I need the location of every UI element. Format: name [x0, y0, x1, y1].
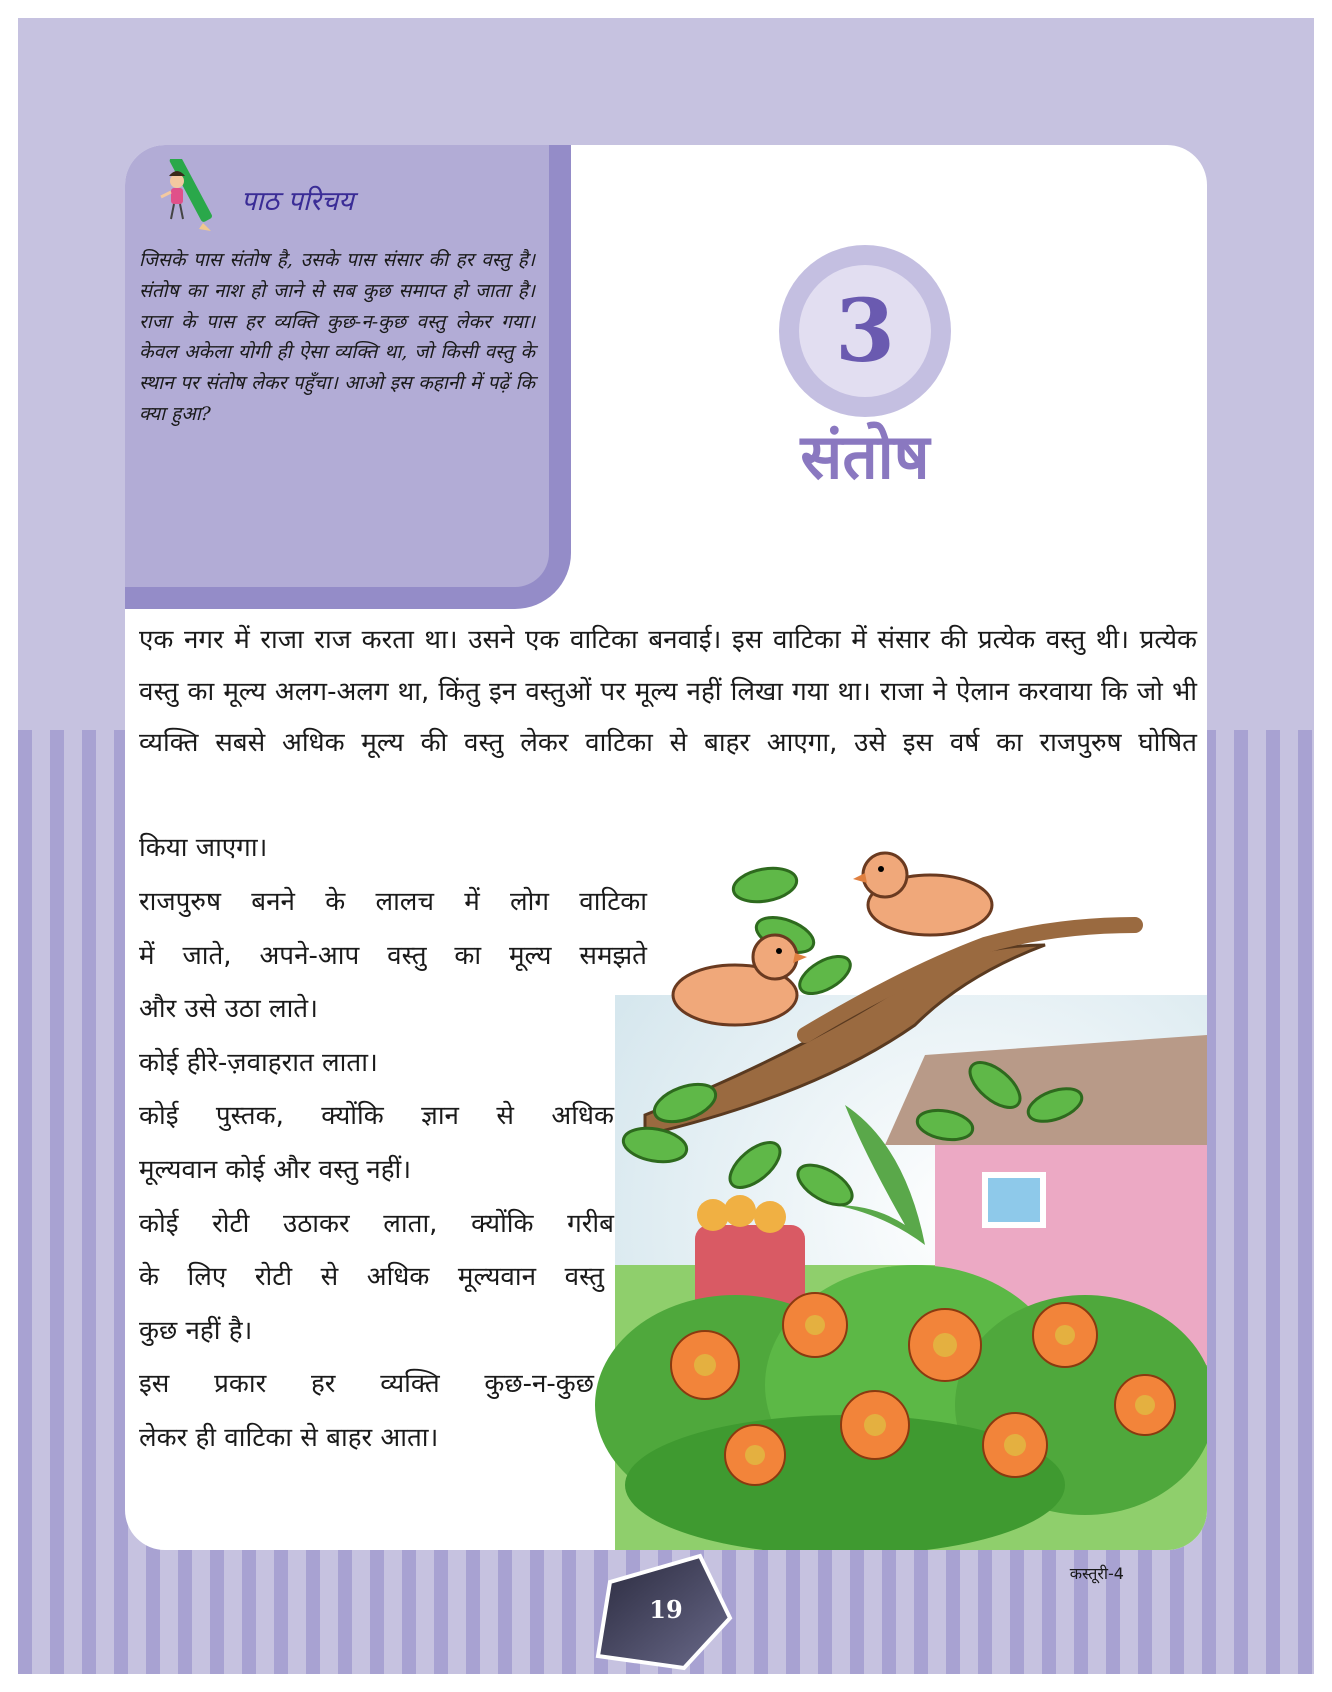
lesson-intro-box — [125, 145, 571, 609]
story-line: इस प्रकार हर व्यक्ति कुछ-न-कुछ — [139, 1369, 594, 1400]
bird-bottom — [673, 935, 807, 1025]
garden-birds-illustration — [585, 845, 1207, 1550]
intro-text: जिसके पास संतोष है, उसके पास संसार की हर वस्तु है। संतोष का नाश हो जाने से सब कुछ समाप्त हो जाता है। राजा के पास हर व्यक्ति कुछ-न-कुछ वस्तु लेकर गया। केवल अकेला योगी ही ऐसा व्यक्ति था, जो किसी वस्तु के स्थान पर संतोष लेकर पहुँचा। आओ इस कहानी में पढ़ें कि क्या हुआ? — [139, 249, 535, 425]
story-line: कोई हीरे-ज़वाहरात लाता। — [139, 1047, 378, 1078]
story-line: राजपुरुष बनने के लालच में लोग वाटिका — [139, 887, 647, 917]
story-line: लेकर ही वाटिका से बाहर आता। — [139, 1422, 439, 1453]
page-number-badge — [590, 1552, 736, 1672]
story-line: कुछ नहीं है। — [139, 1315, 253, 1346]
page-number: 19 — [649, 1595, 683, 1624]
girl-with-pencil-icon — [155, 159, 219, 233]
story-line: कोई पुस्तक, क्योंकि ज्ञान से अधिक — [139, 1101, 614, 1132]
intro-title: पाठ परिचय — [241, 185, 354, 217]
flower-bush — [595, 1265, 1207, 1550]
bird-top — [853, 853, 992, 935]
story-line: कोई रोटी उठाकर लाता, क्योंकि गरीब — [139, 1208, 614, 1239]
story-line: में जाते, अपने-आप वस्तु का मूल्य समझते — [139, 940, 647, 971]
story-line: मूल्यवान कोई और वस्तु नहीं। — [139, 1154, 412, 1185]
chapter-title: संतोष — [800, 420, 930, 493]
story-lines — [139, 876, 647, 1466]
chapter-number: 3 — [799, 265, 931, 397]
content-card — [125, 145, 1207, 1550]
book-brand: कस्तूरी-4 — [1069, 1564, 1124, 1583]
chapter-number-badge — [779, 245, 951, 417]
story-paragraph-end: किया जाएगा। — [139, 833, 268, 863]
story-line: के लिए रोटी से अधिक मूल्यवान वस्तु — [139, 1262, 604, 1293]
story-line: और उसे उठा लाते। — [139, 994, 318, 1025]
story-paragraph: एक नगर में राजा राज करता था। उसने एक वाटिका बनवाई। इस वाटिका में संसार की प्रत्येक वस्तु थी। प्रत्येक वस्तु का मूल्य अलग-अलग था, किंतु इन वस्तुओं पर मूल्य नहीं लिखा गया था। राजा ने ऐलान करवाया कि जो भी व्यक्ति सबसे अधिक मूल्य की वस्तु लेकर वाटिका से बाहर आएगा, उसे इस वर्ष का राजपुरुष घोषित — [139, 625, 1197, 759]
intro-header — [155, 159, 354, 233]
